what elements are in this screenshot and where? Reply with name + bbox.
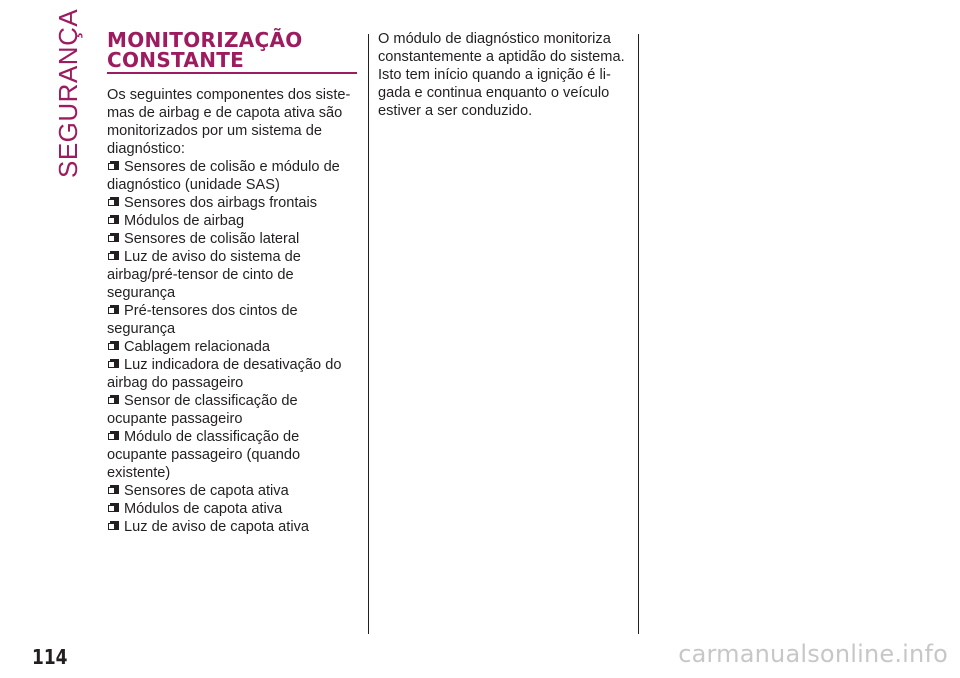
list-item-text: Pré-tensores dos cintos de segurança xyxy=(107,303,298,337)
list-item xyxy=(107,500,359,518)
list-item xyxy=(107,212,359,230)
list-item xyxy=(107,248,359,302)
list-item xyxy=(107,392,359,428)
list-item-text: Cablagem relacionada xyxy=(124,339,271,355)
square-bullet-icon xyxy=(108,233,119,244)
square-bullet-icon xyxy=(108,161,119,172)
square-bullet-icon xyxy=(108,431,119,442)
column-divider-2 xyxy=(638,34,639,634)
list-item-text: Sensores de colisão lateral xyxy=(124,231,300,247)
list-item xyxy=(107,428,359,482)
list-item-text: Sensores de capota ativa xyxy=(124,483,289,499)
heading-line-1: MONITORIZAÇÃO xyxy=(107,28,303,52)
watermark: carmanualsonline.info xyxy=(678,640,948,668)
square-bullet-icon xyxy=(108,359,119,370)
column-divider-1 xyxy=(368,34,369,634)
square-bullet-icon xyxy=(108,305,119,316)
heading-underline xyxy=(107,72,357,74)
heading-line-2: CONSTANTE xyxy=(107,48,245,72)
list-item xyxy=(107,482,359,500)
list-item xyxy=(107,338,359,356)
square-bullet-icon xyxy=(108,521,119,532)
square-bullet-icon xyxy=(108,503,119,514)
list-item xyxy=(107,194,359,212)
square-bullet-icon xyxy=(108,197,119,208)
square-bullet-icon xyxy=(108,485,119,496)
list-item-text: Sensor de classificação de ocupante passageiro xyxy=(107,393,298,427)
list-item-text: Sensores dos airbags frontais xyxy=(124,195,318,211)
section-heading xyxy=(107,30,359,70)
square-bullet-icon xyxy=(108,215,119,226)
square-bullet-icon xyxy=(108,395,119,406)
list-item-text: Módulos de airbag xyxy=(124,213,245,229)
square-bullet-icon xyxy=(108,251,119,262)
list-item-text: Sensores de colisão e módulo de diagnóstico (unidade SAS) xyxy=(107,159,340,193)
component-list xyxy=(107,158,359,536)
diagnostic-paragraph: O módulo de diagnóstico monitoriza constantemente a aptidão do sistema. Isto tem início quando a ignição é li-gada e continua enquanto o veículo estiver a ser conduzido. xyxy=(378,31,625,119)
list-item xyxy=(107,230,359,248)
list-item xyxy=(107,158,359,194)
section-tab-label: SEGURANÇA xyxy=(53,8,83,178)
square-bullet-icon xyxy=(108,341,119,352)
page-number: 114 xyxy=(32,645,68,669)
list-item xyxy=(107,302,359,338)
right-column xyxy=(378,30,630,120)
section-tab xyxy=(52,8,84,178)
list-item-text: Luz de aviso do sistema de airbag/pré-tensor de cinto de segurança xyxy=(107,249,301,301)
list-item-text: Módulos de capota ativa xyxy=(124,501,283,517)
list-item xyxy=(107,518,359,536)
list-item-text: Luz de aviso de capota ativa xyxy=(124,519,309,535)
intro-paragraph: Os seguintes componentes dos siste-mas de airbag e de capota ativa são monitorizados por um sistema de diagnóstico: xyxy=(107,87,351,157)
list-item-text: Módulo de classificação de ocupante passageiro (quando existente) xyxy=(107,429,301,481)
left-column xyxy=(107,30,359,536)
list-item xyxy=(107,356,359,392)
list-item-text: Luz indicadora de desativação do airbag do passageiro xyxy=(107,357,342,391)
